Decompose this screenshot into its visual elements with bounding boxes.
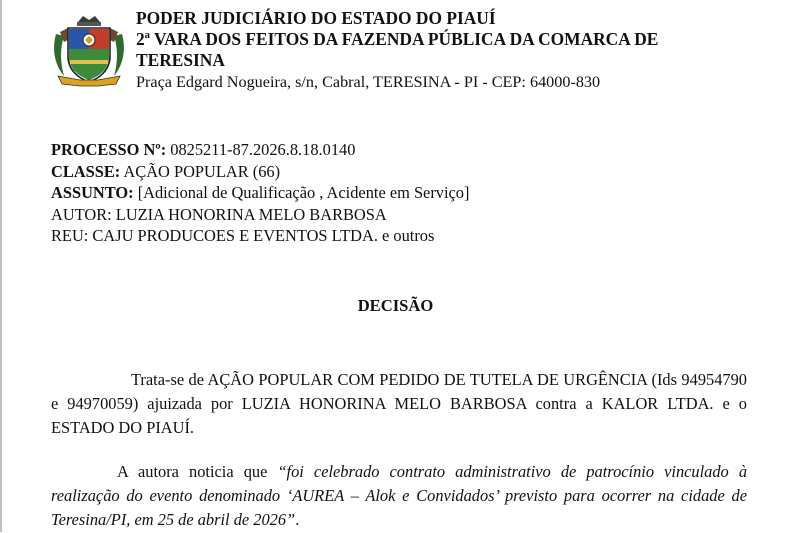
paragraph-2	[51, 460, 747, 533]
paragraph-1	[51, 368, 747, 441]
header-address: Praça Edgard Nogueira, s/n, Cabral, TERESINA - PI - CEP: 64000-830	[136, 73, 601, 91]
reu-line: REU: CAJU PRODUCOES E EVENTOS LTDA. e outros	[51, 226, 435, 245]
assunto-value: [Adicional de Qualificação , Acidente em Serviço]	[133, 183, 470, 202]
header-court-name: PODER JUDICIÁRIO DO ESTADO DO PIAUÍ	[136, 8, 496, 28]
assunto-label: ASSUNTO:	[51, 183, 134, 202]
paragraph-1-text: Trata-se de AÇÃO POPULAR COM PEDIDO DE TUTELA DE URGÊNCIA (Ids 94954790 e 94970059) ajuizada por LUZIA HONORINA MELO BARBOSA contra a KALOR LTDA. e o ESTADO DO PIAUÍ.	[51, 370, 747, 438]
paragraph-2-lead: A autora noticia que	[117, 462, 278, 481]
paragraph-2-quote: “foi celebrado contrato administrativo de patrocínio vinculado à realização do evento denominado ‘AUREA – Alok e Convidados’ previsto para ocorrer na cidade de Teresina/PI, em 25 de abril de 2026”	[51, 462, 748, 530]
court-header	[136, 8, 756, 93]
autor-line: AUTOR: LUZIA HONORINA MELO BARBOSA	[51, 204, 387, 224]
case-metadata	[51, 139, 771, 247]
paragraph-2-tail: .	[295, 510, 300, 530]
classe-label: CLASSE:	[51, 161, 121, 181]
assunto-line	[51, 182, 771, 204]
header-court-city: TERESINA	[136, 50, 225, 70]
document-title: DECISÃO	[357, 296, 434, 315]
processo-line	[51, 139, 771, 161]
coat-of-arms-icon	[50, 12, 128, 88]
classe-line	[51, 161, 771, 183]
page-left-edge	[0, 0, 2, 532]
processo-value: 0825211-87.2026.8.18.0140	[166, 140, 356, 159]
header-court-division: 2ª VARA DOS FEITOS DA FAZENDA PÚBLICA DA COMARCA DE	[136, 29, 659, 49]
classe-value: AÇÃO POPULAR (66)	[120, 161, 281, 181]
processo-label: PROCESSO Nº:	[51, 140, 167, 159]
